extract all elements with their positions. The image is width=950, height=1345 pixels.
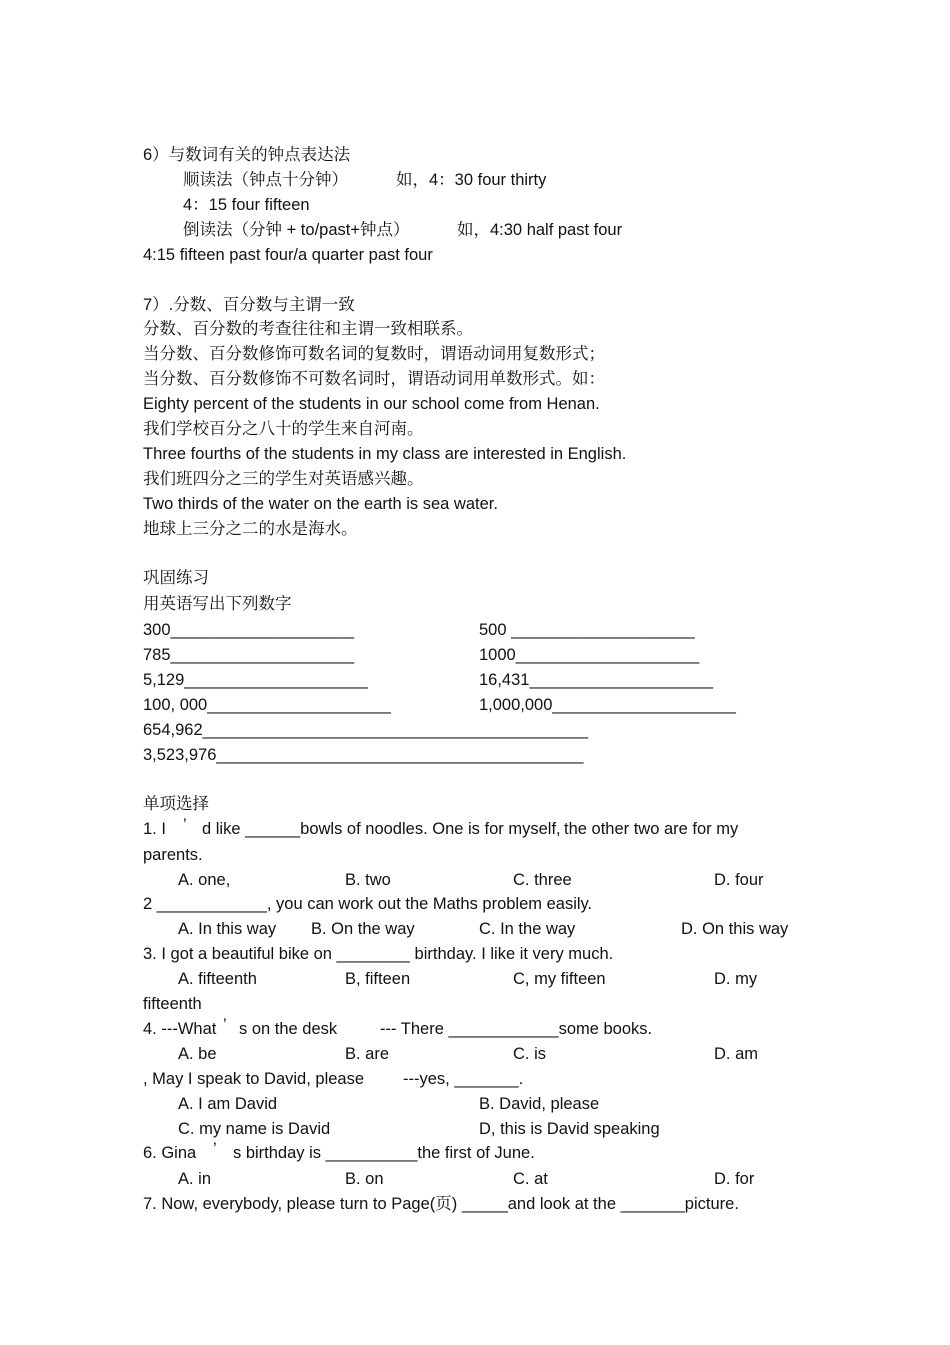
backward-reading-example-2: 4:15 fifteen past four/a quarter past four	[143, 246, 433, 264]
number-blank: 16,431____________________	[479, 671, 713, 689]
section-7-line: 当分数、百分数修饰可数名词的复数时，谓语动词用复数形式；	[143, 345, 605, 363]
option: C. three	[513, 871, 572, 889]
number-blank: 1,000,000____________________	[479, 696, 736, 714]
section-7-line: 分数、百分数的考查往往和主谓一致相联系。	[143, 320, 473, 338]
option: A. one,	[178, 871, 231, 889]
number-blank: 5,129____________________	[143, 671, 368, 689]
section-7-line: 地球上三分之二的水是海水。	[143, 520, 358, 538]
option: D, this is David speaking	[479, 1120, 660, 1138]
question-4-end: --- There ____________some books.	[380, 1020, 653, 1038]
section-7-line: 我们学校百分之八十的学生来自河南。	[143, 420, 424, 438]
forward-reading-label: 顺读法（钟点十分钟）	[183, 171, 348, 189]
question-4-start: 4. ---What	[143, 1020, 217, 1038]
number-blank: 300____________________	[143, 621, 355, 639]
question-1-continued: parents.	[143, 846, 203, 864]
option: C. In the way	[479, 920, 576, 938]
number-blank: 3,523,976________________________________________	[143, 746, 584, 764]
option: B. are	[345, 1045, 390, 1063]
option: D. On this way	[681, 920, 789, 938]
question-4-apostrophe: ’	[223, 1016, 227, 1034]
backward-reading-label: 倒读法（分钟 + to/past+钟点）	[183, 221, 410, 239]
question-6-end: s birthday is __________the first of June.	[233, 1144, 535, 1162]
option: A. in	[178, 1170, 212, 1188]
option: B. On the way	[311, 920, 415, 938]
number-blank: 785____________________	[143, 646, 355, 664]
choice-heading: 单项选择	[143, 795, 209, 813]
option: A. I am David	[178, 1095, 278, 1113]
question-1-text-end: the other two are for my	[564, 820, 739, 838]
practice-instruction: 用英语写出下列数字	[143, 595, 292, 613]
section-7-line: 我们班四分之三的学生对英语感兴趣。	[143, 470, 424, 488]
option: A. fifteenth	[178, 970, 257, 988]
section-7-heading: 7）.分数、百分数与主谓一致	[143, 296, 355, 314]
forward-reading-example: 如，4：30 four thirty	[396, 171, 547, 189]
question-1-number: 1. I	[143, 820, 166, 838]
section-7-line: 当分数、百分数修饰不可数名词时，谓语动词用单数形式。如：	[143, 370, 605, 388]
section-6-heading: 6）与数词有关的钟点表达法	[143, 146, 351, 164]
option: C. at	[513, 1170, 548, 1188]
option: D. four	[714, 871, 764, 889]
forward-reading-example-2: 4：15 four fifteen	[183, 196, 310, 214]
option: C, my fifteen	[513, 970, 606, 988]
option: A. be	[178, 1045, 217, 1063]
question-5-end: ---yes, _______.	[403, 1070, 524, 1088]
question-3-continued: fifteenth	[143, 995, 202, 1013]
option: B, fifteen	[345, 970, 411, 988]
section-7-line: Two thirds of the water on the earth is sea water.	[143, 495, 498, 513]
section-7-line: Eighty percent of the students in our school come from Henan.	[143, 395, 600, 413]
question-1-apostrophe: ’	[183, 816, 187, 834]
option: C. my name is David	[178, 1120, 331, 1138]
number-blank: 500 ____________________	[479, 621, 695, 639]
number-blank: 654,962__________________________________________	[143, 721, 589, 739]
question-3: 3. I got a beautiful bike on ________ birthday. I like it very much.	[143, 945, 614, 963]
number-blank: 100, 000____________________	[143, 696, 391, 714]
number-blank: 1000____________________	[479, 646, 700, 664]
question-6-apostrophe: ’	[213, 1140, 217, 1158]
option: D. for	[714, 1170, 755, 1188]
option: B. David, please	[479, 1095, 600, 1113]
option: D. my	[714, 970, 758, 988]
section-7-line: Three fourths of the students in my class are interested in English.	[143, 445, 627, 463]
question-6-start: 6. Gina	[143, 1144, 197, 1162]
backward-reading-example: 如，4:30 half past four	[457, 221, 623, 239]
question-4-mid: s on the desk	[239, 1020, 338, 1038]
question-2: 2 ____________, you can work out the Maths problem easily.	[143, 895, 593, 913]
option: B. two	[345, 871, 391, 889]
option: C. is	[513, 1045, 546, 1063]
practice-heading: 巩固练习	[143, 569, 209, 587]
question-5-start: , May I speak to David, please	[143, 1070, 365, 1088]
question-1-text: d like ______bowls of noodles. One is for myself,	[202, 820, 561, 838]
option: B. on	[345, 1170, 384, 1188]
question-7: 7. Now, everybody, please turn to Page(页) _____and look at the _______picture.	[143, 1195, 739, 1213]
option: A. In this way	[178, 920, 277, 938]
option: D. am	[714, 1045, 759, 1063]
